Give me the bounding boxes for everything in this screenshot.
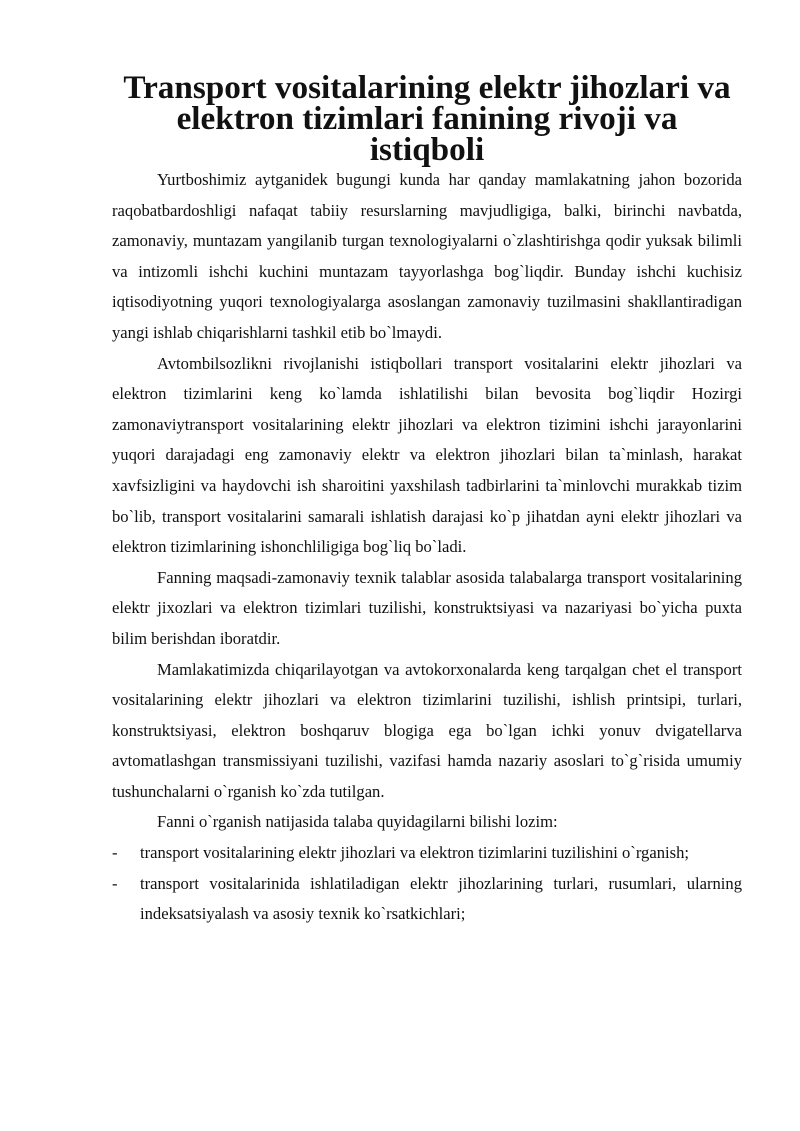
list-bullet: - (112, 873, 118, 893)
list-bullet: - (112, 843, 118, 863)
document-title: Transport vositalarining elektr jihozlari va elektron tizimlari fanining rivoji va istiqboli (123, 69, 731, 168)
list-item (112, 869, 742, 930)
paragraph-intro: Yurtboshimiz aytganidek bugungi kunda har qanday mamlakatning jahon bozorida raqobatbardoshligi nafaqat tabiiy resurslarning mavjudligiga, balki, birinchi navbatda, zamonaviy, muntazam yangilanib turgan texnologiyalarni o`zlashtirishga qodir yuksak bilimli va intizomli ishchi kuchini muntazam tayyorlashga bog`liqdir. Bunday ishchi kuchisiz iqtisodiyotning yuqori texnologiyalarga asoslangan zamonaviy tuzilmasini shakllantiradigan yangi ishlab chiqarishlarni tashkil etib bo`lmaydi. (112, 170, 742, 342)
paragraph-prospects: Avtombilsozlikni rivojlanishi istiqbollari transport vositalarini elektr jihozlari va elektron tizimlarini keng ko`lamda ishlatilishi bilan bevosita bog`liqdir Hozirgi zamonaviytransport vositalarining elektr jihozlari va elektron tizimini ishchi jarayonlarini yuqori darajadagi eng zamonaviy elektr va elektron jihozlari bilan ta`minlash, harakat xavfsizligini va haydovchi ish sharoitini yaxshilash tadbirlarini ta`minlovchi murakkab tizim bo`lib, transport vositalarini samarali ishlatish darajasi ko`p jihatdan ayni elektr jihozlari va elektron tizimlarining ishonchliligiga bog`liq bo`ladi. (112, 353, 742, 557)
list-item-text: transport vositalarining elektr jihozlari va elektron tizimlarini tuzilishini o`rganish; (140, 843, 689, 863)
list-item-text: transport vositalarinida ishlatiladigan elektr jihozlarining turlari, rusumlari, ularning indeksatsiyalash va asosiy texnik ko`rsatkichlari; (140, 873, 742, 924)
paragraph-requirements-intro: Fanni o`rganish natijasida talaba quyidagilarni bilishi lozim: (157, 812, 558, 832)
requirements-list (112, 838, 742, 930)
document-page (112, 69, 742, 930)
paragraph-goal: Fanning maqsadi-zamonaviy texnik talablar asosida talabalarga transport vositalarining elektr jixozlari va elektron tizimlari tuzilishi, konstruktsiyasi va nazariyasi bo`yicha puxta bilim berishdan iboratdir. (112, 567, 742, 648)
paragraph-scope: Mamlakatimizda chiqarilayotgan va avtokorxonalarda keng tarqalgan chet el transport vositalarining elektr jihozlari va elektron tizimlarini tuzilishi, ishlish printsipi, turlari, konstruktsiyasi, elektron boshqaruv blogiga ega bo`lgan ichki yonuv dvigatellarva avtomatlashgan transmissiyani tuzilishi, vazifasi hamda nazariy asoslari to`g`risida umumiy tushunchalarni o`rganish ko`zda tutilgan. (112, 659, 742, 801)
list-item (112, 838, 742, 869)
